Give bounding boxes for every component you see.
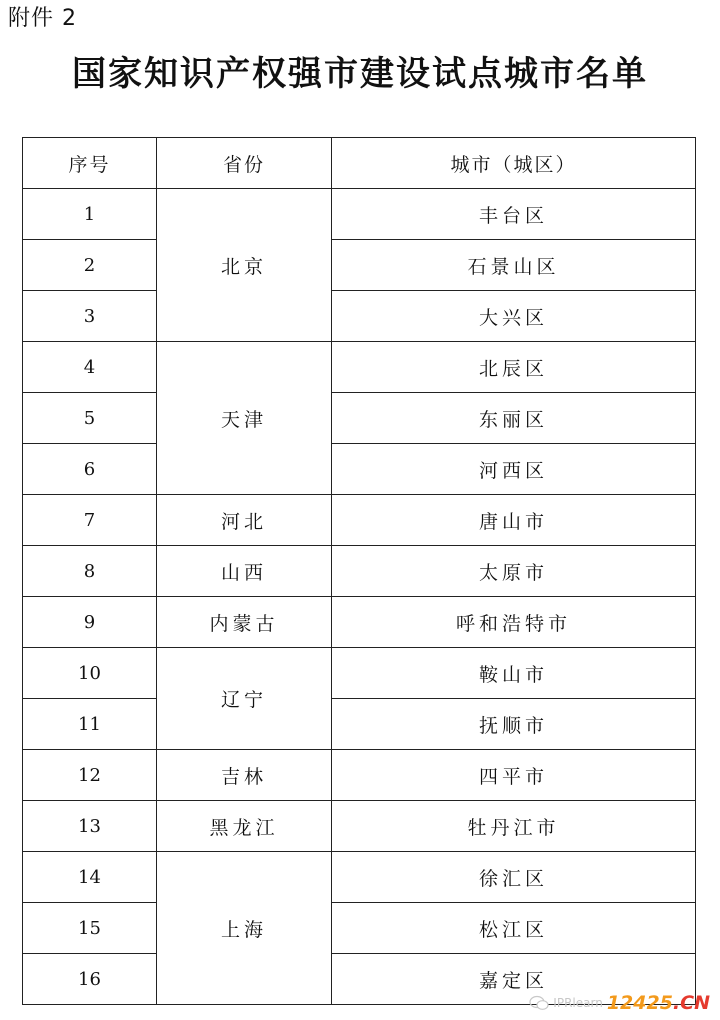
city-cell: 河西区 [332, 444, 696, 495]
city-list-table [22, 137, 696, 1005]
serial-number-cell: 11 [23, 699, 157, 750]
province-cell: 上海 [157, 852, 332, 1005]
serial-number-cell: 14 [23, 852, 157, 903]
serial-number-cell: 6 [23, 444, 157, 495]
table-row [23, 546, 696, 597]
city-cell: 东丽区 [332, 393, 696, 444]
watermark-account-text: IPRlearn [553, 996, 603, 1010]
province-cell: 天津 [157, 342, 332, 495]
table-row [23, 903, 696, 954]
city-cell: 呼和浩特市 [332, 597, 696, 648]
table-row [23, 750, 696, 801]
serial-number-cell: 10 [23, 648, 157, 699]
header-serial-number: 序号 [23, 138, 157, 189]
province-cell: 河北 [157, 495, 332, 546]
province-cell: 内蒙古 [157, 597, 332, 648]
serial-number-cell: 7 [23, 495, 157, 546]
province-cell: 辽宁 [157, 648, 332, 750]
city-cell: 徐汇区 [332, 852, 696, 903]
city-cell: 唐山市 [332, 495, 696, 546]
page-title: 国家知识产权强市建设试点城市名单 [72, 54, 648, 94]
table-row [23, 189, 696, 240]
serial-number-cell: 13 [23, 801, 157, 852]
table-row [23, 291, 696, 342]
city-cell: 大兴区 [332, 291, 696, 342]
attachment-label: 附件 2 [8, 6, 77, 31]
serial-number-cell: 15 [23, 903, 157, 954]
city-cell: 鞍山市 [332, 648, 696, 699]
city-cell: 抚顺市 [332, 699, 696, 750]
province-cell: 黑龙江 [157, 801, 332, 852]
city-cell: 嘉定区 [332, 954, 696, 1005]
watermark-site-dot: . [672, 992, 681, 1014]
serial-number-cell: 3 [23, 291, 157, 342]
serial-number-cell: 4 [23, 342, 157, 393]
table-row [23, 801, 696, 852]
city-cell: 丰台区 [332, 189, 696, 240]
watermark-site-tld: CN [680, 992, 710, 1014]
city-cell: 牡丹江市 [332, 801, 696, 852]
table-row [23, 240, 696, 291]
province-cell: 山西 [157, 546, 332, 597]
serial-number-cell: 16 [23, 954, 157, 1005]
table-row [23, 444, 696, 495]
serial-number-cell: 12 [23, 750, 157, 801]
serial-number-cell: 2 [23, 240, 157, 291]
table-row [23, 597, 696, 648]
table-row [23, 495, 696, 546]
header-city: 城市（城区） [332, 138, 696, 189]
table-row [23, 342, 696, 393]
city-cell: 太原市 [332, 546, 696, 597]
serial-number-cell: 8 [23, 546, 157, 597]
table-row [23, 393, 696, 444]
watermark [529, 992, 710, 1014]
wechat-icon [529, 995, 549, 1011]
serial-number-cell: 1 [23, 189, 157, 240]
city-cell: 北辰区 [332, 342, 696, 393]
table-row [23, 852, 696, 903]
watermark-site-logo [607, 992, 710, 1014]
table-body [23, 189, 696, 1005]
city-cell: 四平市 [332, 750, 696, 801]
table-row [23, 699, 696, 750]
province-cell: 吉林 [157, 750, 332, 801]
watermark-site-number: 12425 [606, 992, 673, 1014]
city-cell: 松江区 [332, 903, 696, 954]
table-row [23, 648, 696, 699]
serial-number-cell: 9 [23, 597, 157, 648]
city-cell: 石景山区 [332, 240, 696, 291]
serial-number-cell: 5 [23, 393, 157, 444]
header-province: 省份 [157, 138, 332, 189]
province-cell: 北京 [157, 189, 332, 342]
table-header-row [23, 138, 696, 189]
